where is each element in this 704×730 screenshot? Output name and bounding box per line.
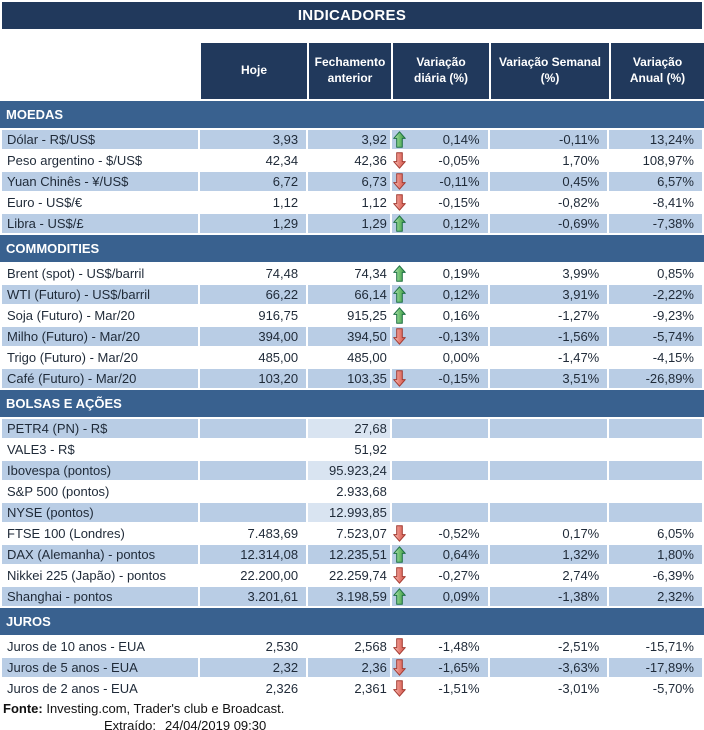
cell-variacao-semanal: 2,74% [490,566,608,585]
variacao-diaria-value: -0,15% [438,371,480,386]
cell-variacao-anual: -5,70% [609,679,702,698]
cell-variacao-anual: -4,15% [609,348,702,367]
cell-hoje: 66,22 [200,285,306,304]
row-label: S&P 500 (pontos) [2,482,198,501]
variacao-diaria-value: -0,11% [439,174,480,189]
cell-variacao-diaria [392,524,488,543]
extracted-timestamp: 24/04/2019 09:30 [165,718,267,730]
cell-variacao-anual: -26,89% [609,369,702,388]
cell-hoje: 74,48 [200,264,306,283]
no-arrow [393,349,407,367]
cell-variacao-anual: -15,71% [609,637,702,656]
variacao-diaria-value: 0,14% [442,132,480,147]
source-label: Fonte: [3,701,43,716]
row-label: Nikkei 225 (Japão) - pontos [2,566,198,585]
header-spacer [2,43,199,99]
column-header-variacao-anual: Variação Anual (%) [611,43,704,99]
cell-fechamento-anterior: 12.993,85 [308,503,390,522]
cell-variacao-anual [609,482,702,501]
cell-fechamento-anterior: 7.523,07 [308,524,390,543]
variacao-diaria-value: -0,15% [438,195,480,210]
column-header-hoje: Hoje [201,43,307,99]
variacao-diaria-value: 0,16% [442,308,480,323]
cell-hoje: 485,00 [200,348,306,367]
table-row [2,440,704,459]
cell-variacao-semanal: -3,01% [490,679,608,698]
down-arrow-icon [393,525,407,543]
cell-variacao-anual: 1,80% [609,545,702,564]
extracted-label: Extraído: [104,718,157,730]
cell-variacao-diaria [392,482,488,501]
cell-variacao-anual: -7,38% [609,214,702,233]
cell-hoje [200,461,306,480]
variacao-diaria-value: -1,48% [438,639,480,654]
cell-hoje: 12.314,08 [200,545,306,564]
cell-variacao-semanal: -0,82% [490,193,608,212]
row-label: Brent (spot) - US$/barril [2,264,198,283]
cell-variacao-semanal: 0,45% [490,172,608,191]
cell-hoje [200,503,306,522]
cell-variacao-diaria [392,566,488,585]
cell-fechamento-anterior: 2.933,68 [308,482,390,501]
variacao-diaria-value: 0,12% [442,216,480,231]
table-row [2,658,704,677]
row-label: Soja (Futuro) - Mar/20 [2,306,198,325]
row-label: Libra - US$/£ [2,214,198,233]
cell-variacao-diaria [392,461,488,480]
no-arrow [393,483,407,501]
cell-fechamento-anterior: 485,00 [308,348,390,367]
table-row [2,348,704,367]
down-arrow-icon [393,680,407,698]
cell-variacao-anual: 6,57% [609,172,702,191]
cell-fechamento-anterior: 27,68 [308,419,390,438]
cell-fechamento-anterior: 66,14 [308,285,390,304]
table-row [2,264,704,283]
table-column-header-row [2,43,704,99]
variacao-diaria-value: 0,00% [442,350,480,365]
cell-fechamento-anterior: 12.235,51 [308,545,390,564]
row-label: Shanghai - pontos [2,587,198,606]
cell-variacao-semanal: -1,38% [490,587,608,606]
variacao-diaria-value: -0,13% [438,329,480,344]
table-row [2,566,704,585]
cell-variacao-diaria [392,285,488,304]
cell-variacao-anual [609,503,702,522]
cell-hoje [200,440,306,459]
cell-fechamento-anterior: 2,36 [308,658,390,677]
table-sections [0,101,704,698]
cell-variacao-semanal: -0,69% [490,214,608,233]
cell-variacao-anual: -9,23% [609,306,702,325]
table-row [2,172,704,191]
section-header: MOEDAS [0,101,704,128]
cell-variacao-diaria [392,193,488,212]
row-label: Dólar - R$/US$ [2,130,198,149]
cell-hoje: 42,34 [200,151,306,170]
cell-fechamento-anterior: 74,34 [308,264,390,283]
down-arrow-icon [393,370,407,388]
cell-variacao-diaria [392,503,488,522]
cell-variacao-anual [609,461,702,480]
cell-fechamento-anterior: 2,361 [308,679,390,698]
cell-variacao-semanal: 1,32% [490,545,608,564]
up-arrow-icon [393,215,407,233]
cell-fechamento-anterior: 95.923,24 [308,461,390,480]
cell-variacao-anual: 0,85% [609,264,702,283]
row-label: Juros de 2 anos - EUA [2,679,198,698]
no-arrow [393,504,407,522]
row-label: Trigo (Futuro) - Mar/20 [2,348,198,367]
cell-variacao-anual: -2,22% [609,285,702,304]
cell-variacao-semanal: -2,51% [490,637,608,656]
row-label: Euro - US$/€ [2,193,198,212]
row-label: NYSE (pontos) [2,503,198,522]
column-header-variacao-diaria: Variação diária (%) [393,43,489,99]
table-row [2,461,704,480]
cell-variacao-diaria [392,419,488,438]
cell-variacao-anual: 108,97% [609,151,702,170]
cell-fechamento-anterior: 22.259,74 [308,566,390,585]
table-row [2,285,704,304]
variacao-diaria-value: -1,65% [438,660,480,675]
no-arrow [393,462,407,480]
cell-hoje: 2,530 [200,637,306,656]
cell-hoje: 916,75 [200,306,306,325]
up-arrow-icon [393,265,407,283]
variacao-diaria-value: -0,05% [438,153,480,168]
cell-variacao-anual: -8,41% [609,193,702,212]
table-row [2,327,704,346]
cell-variacao-semanal [490,461,608,480]
source-text: Investing.com, Trader's club e Broadcast. [42,701,285,716]
cell-fechamento-anterior: 1,12 [308,193,390,212]
cell-hoje: 6,72 [200,172,306,191]
section-header: COMMODITIES [0,235,704,262]
down-arrow-icon [393,638,407,656]
cell-variacao-diaria [392,130,488,149]
row-label: VALE3 - R$ [2,440,198,459]
cell-variacao-semanal: 3,51% [490,369,608,388]
source-line [3,701,704,716]
cell-variacao-semanal: -1,47% [490,348,608,367]
cell-variacao-semanal: 3,91% [490,285,608,304]
variacao-diaria-value: -0,52% [438,526,480,541]
variacao-diaria-value: -1,51% [438,681,480,696]
row-label: Milho (Futuro) - Mar/20 [2,327,198,346]
cell-variacao-diaria [392,348,488,367]
cell-hoje: 2,32 [200,658,306,677]
cell-variacao-anual: 13,24% [609,130,702,149]
row-label: DAX (Alemanha) - pontos [2,545,198,564]
row-label: Ibovespa (pontos) [2,461,198,480]
cell-variacao-diaria [392,440,488,459]
table-row [2,545,704,564]
cell-variacao-diaria [392,151,488,170]
footer [0,701,704,730]
table-row [2,214,704,233]
column-header-fechamento: Fechamento anterior [309,43,391,99]
table-row [2,637,704,656]
cell-variacao-anual [609,419,702,438]
up-arrow-icon [393,286,407,304]
cell-variacao-diaria [392,679,488,698]
cell-hoje: 1,29 [200,214,306,233]
cell-hoje: 394,00 [200,327,306,346]
variacao-diaria-value: 0,64% [442,547,480,562]
down-arrow-icon [393,328,407,346]
table-row [2,503,704,522]
row-label: Yuan Chinês - ¥/US$ [2,172,198,191]
column-header-variacao-semanal: Variação Semanal (%) [491,43,609,99]
cell-variacao-semanal [490,503,608,522]
cell-hoje: 7.483,69 [200,524,306,543]
cell-variacao-diaria [392,658,488,677]
cell-variacao-diaria [392,214,488,233]
up-arrow-icon [393,131,407,149]
cell-fechamento-anterior: 1,29 [308,214,390,233]
cell-hoje [200,419,306,438]
cell-variacao-diaria [392,264,488,283]
cell-hoje: 103,20 [200,369,306,388]
cell-hoje: 2,326 [200,679,306,698]
cell-variacao-semanal [490,482,608,501]
table-row [2,151,704,170]
cell-variacao-semanal: -3,63% [490,658,608,677]
variacao-diaria-value: 0,19% [442,266,480,281]
up-arrow-icon [393,546,407,564]
cell-variacao-anual: 2,32% [609,587,702,606]
cell-variacao-semanal [490,419,608,438]
variacao-diaria-value: -0,27% [438,568,480,583]
row-label: WTI (Futuro) - US$/barril [2,285,198,304]
cell-variacao-diaria [392,637,488,656]
cell-fechamento-anterior: 2,568 [308,637,390,656]
cell-hoje: 3.201,61 [200,587,306,606]
cell-fechamento-anterior: 6,73 [308,172,390,191]
cell-variacao-diaria [392,172,488,191]
cell-variacao-semanal [490,440,608,459]
cell-hoje [200,482,306,501]
variacao-diaria-value: 0,12% [442,287,480,302]
row-label: Café (Futuro) - Mar/20 [2,369,198,388]
down-arrow-icon [393,659,407,677]
cell-variacao-diaria [392,369,488,388]
variacao-diaria-value: 0,09% [442,589,480,604]
down-arrow-icon [393,567,407,585]
cell-variacao-diaria [392,587,488,606]
table-row [2,193,704,212]
cell-fechamento-anterior: 103,35 [308,369,390,388]
cell-variacao-diaria [392,327,488,346]
table-row [2,419,704,438]
table-row [2,679,704,698]
section-header: BOLSAS E AÇÕES [0,390,704,417]
table-row [2,524,704,543]
cell-variacao-anual: 6,05% [609,524,702,543]
cell-hoje: 3,93 [200,130,306,149]
cell-variacao-anual: -6,39% [609,566,702,585]
cell-fechamento-anterior: 915,25 [308,306,390,325]
no-arrow [393,441,407,459]
cell-variacao-anual [609,440,702,459]
cell-fechamento-anterior: 3.198,59 [308,587,390,606]
no-arrow [393,420,407,438]
table-row [2,587,704,606]
cell-fechamento-anterior: 394,50 [308,327,390,346]
cell-hoje: 1,12 [200,193,306,212]
row-label: Juros de 10 anos - EUA [2,637,198,656]
table-row [2,369,704,388]
down-arrow-icon [393,194,407,212]
cell-variacao-diaria [392,306,488,325]
cell-variacao-semanal: -1,56% [490,327,608,346]
up-arrow-icon [393,588,407,606]
cell-variacao-anual: -5,74% [609,327,702,346]
row-label: Juros de 5 anos - EUA [2,658,198,677]
page-title: INDICADORES [2,2,702,29]
cell-variacao-semanal: -1,27% [490,306,608,325]
row-label: PETR4 (PN) - R$ [2,419,198,438]
cell-fechamento-anterior: 3,92 [308,130,390,149]
section-header: JUROS [0,608,704,635]
row-label: Peso argentino - $/US$ [2,151,198,170]
down-arrow-icon [393,152,407,170]
cell-hoje: 22.200,00 [200,566,306,585]
row-label: FTSE 100 (Londres) [2,524,198,543]
cell-variacao-semanal: 3,99% [490,264,608,283]
down-arrow-icon [393,173,407,191]
cell-variacao-anual: -17,89% [609,658,702,677]
cell-variacao-semanal: -0,11% [490,130,608,149]
cell-variacao-semanal: 1,70% [490,151,608,170]
extracted-line [3,718,704,730]
table-row [2,130,704,149]
cell-variacao-diaria [392,545,488,564]
cell-variacao-semanal: 0,17% [490,524,608,543]
table-row [2,482,704,501]
cell-fechamento-anterior: 51,92 [308,440,390,459]
up-arrow-icon [393,307,407,325]
cell-fechamento-anterior: 42,36 [308,151,390,170]
table-row [2,306,704,325]
